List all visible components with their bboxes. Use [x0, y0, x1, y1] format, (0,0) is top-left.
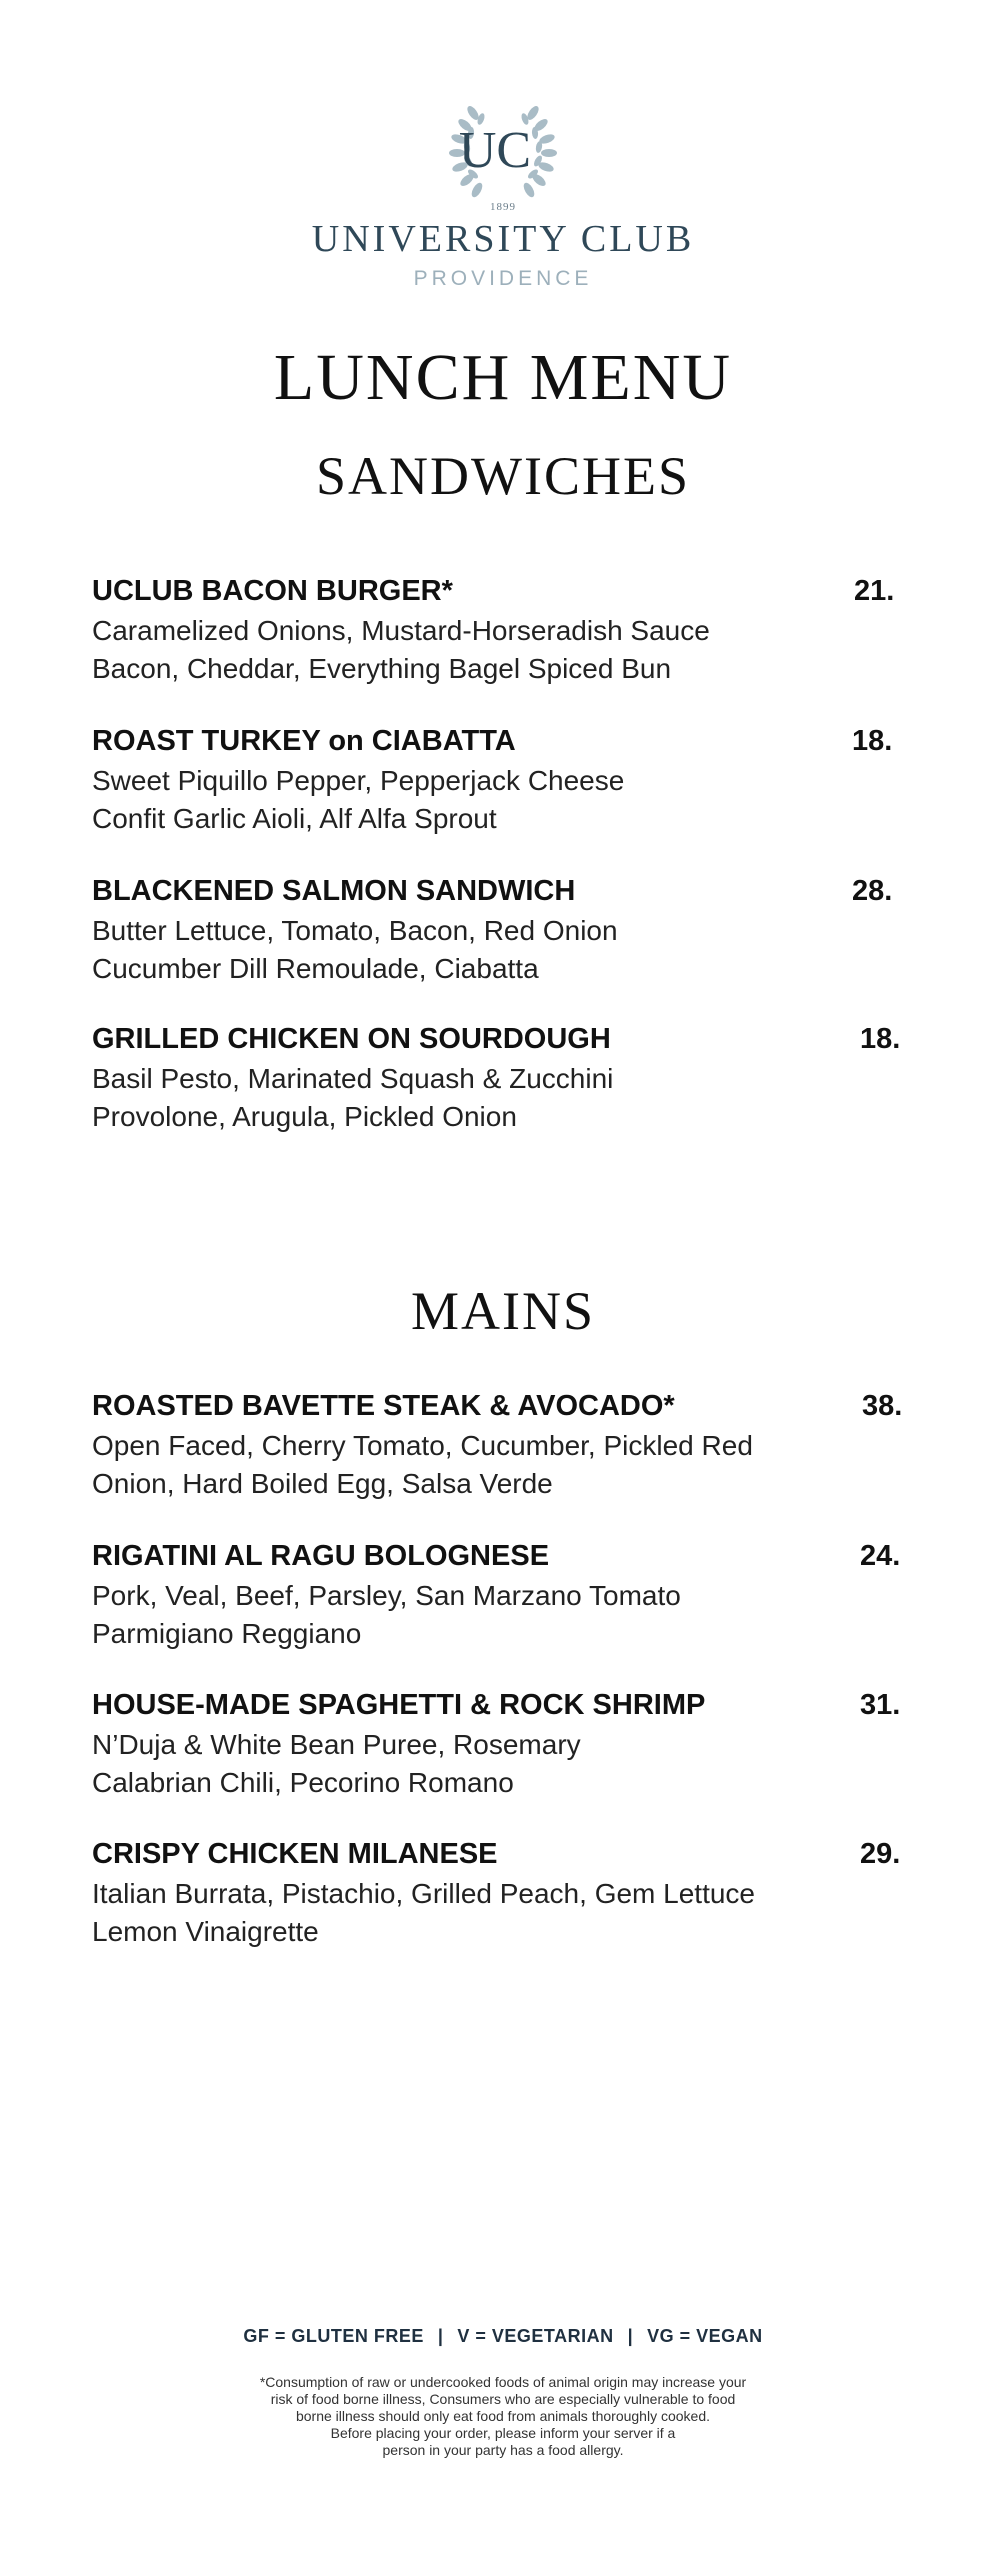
legend-separator: | — [627, 2326, 634, 2346]
club-logo — [0, 95, 1006, 295]
section-heading-sandwiches: SANDWICHES — [315, 446, 690, 506]
disclaimer-line: Before placing your order, please inform your server if a — [330, 2425, 676, 2441]
item-price: 28. — [852, 875, 893, 907]
item-description: Lemon Vinaigrette — [92, 1916, 319, 1947]
item-description: Open Faced, Cherry Tomato, Cucumber, Pickled Red — [92, 1430, 753, 1461]
item-price: 24. — [860, 1540, 901, 1572]
item-description: Bacon, Cheddar, Everything Bagel Spiced Bun — [92, 653, 672, 684]
item-description: Caramelized Onions, Mustard-Horseradish Sauce — [92, 615, 710, 646]
food-safety-disclaimer — [0, 2374, 1006, 2459]
item-name: BLACKENED SALMON SANDWICH — [92, 875, 576, 907]
disclaimer-line: risk of food borne illness, Consumers who are especially vulnerable to food — [270, 2391, 736, 2407]
item-description: Confit Garlic Aioli, Alf Alfa Sprout — [92, 803, 497, 834]
item-name: GRILLED CHICKEN ON SOURDOUGH — [92, 1023, 611, 1055]
item-description: Onion, Hard Boiled Egg, Salsa Verde — [92, 1468, 553, 1499]
logo-monogram: UC — [458, 122, 532, 179]
laurel-wreath-icon — [443, 95, 563, 213]
logo-city: PROVIDENCE — [413, 267, 593, 290]
item-price: 31. — [860, 1689, 901, 1721]
legend-vegan: VG = VEGAN — [647, 2326, 763, 2346]
logo-year: 1899 — [490, 201, 516, 213]
item-price: 38. — [862, 1390, 903, 1422]
item-description: Cucumber Dill Remoulade, Ciabatta — [92, 953, 539, 984]
disclaimer-line: borne illness should only eat food from animals thoroughly cooked. — [295, 2408, 711, 2424]
legend-separator: | — [437, 2326, 444, 2346]
item-name: CRISPY CHICKEN MILANESE — [92, 1838, 498, 1870]
item-name: RIGATINI AL RAGU BOLOGNESE — [92, 1540, 550, 1572]
item-name: ROAST TURKEY on CIABATTA — [92, 725, 516, 757]
logo-name: UNIVERSITY CLUB — [311, 218, 695, 260]
disclaimer-line: *Consumption of raw or undercooked foods of animal origin may increase your — [259, 2374, 747, 2390]
item-name: ROASTED BAVETTE STEAK & AVOCADO* — [92, 1390, 675, 1422]
item-description: Butter Lettuce, Tomato, Bacon, Red Onion — [92, 915, 618, 946]
item-price: 18. — [860, 1023, 901, 1055]
item-description: Provolone, Arugula, Pickled Onion — [92, 1101, 517, 1132]
disclaimer-line: person in your party has a food allergy. — [382, 2442, 624, 2458]
legend-vegetarian: V = VEGETARIAN — [457, 2326, 614, 2346]
legend-gluten-free: GF = GLUTEN FREE — [243, 2326, 424, 2346]
section-heading-mains: MAINS — [410, 1281, 596, 1341]
item-price: 29. — [860, 1838, 901, 1870]
item-name: HOUSE-MADE SPAGHETTI & ROCK SHRIMP — [92, 1689, 706, 1721]
item-price: 21. — [854, 575, 895, 607]
menu-title: LUNCH MENU — [273, 341, 733, 414]
item-description: Pork, Veal, Beef, Parsley, San Marzano Tomato — [92, 1580, 681, 1611]
item-description: Calabrian Chili, Pecorino Romano — [92, 1767, 514, 1798]
item-name: UCLUB BACON BURGER* — [92, 575, 453, 607]
dietary-legend — [0, 2326, 1006, 2347]
item-description: N’Duja & White Bean Puree, Rosemary — [92, 1729, 581, 1760]
item-price: 18. — [852, 725, 893, 757]
item-description: Italian Burrata, Pistachio, Grilled Peach, Gem Lettuce — [92, 1878, 755, 1909]
item-description: Sweet Piquillo Pepper, Pepperjack Cheese — [92, 765, 625, 796]
item-description: Basil Pesto, Marinated Squash & Zucchini — [92, 1063, 614, 1094]
item-description: Parmigiano Reggiano — [92, 1618, 362, 1649]
